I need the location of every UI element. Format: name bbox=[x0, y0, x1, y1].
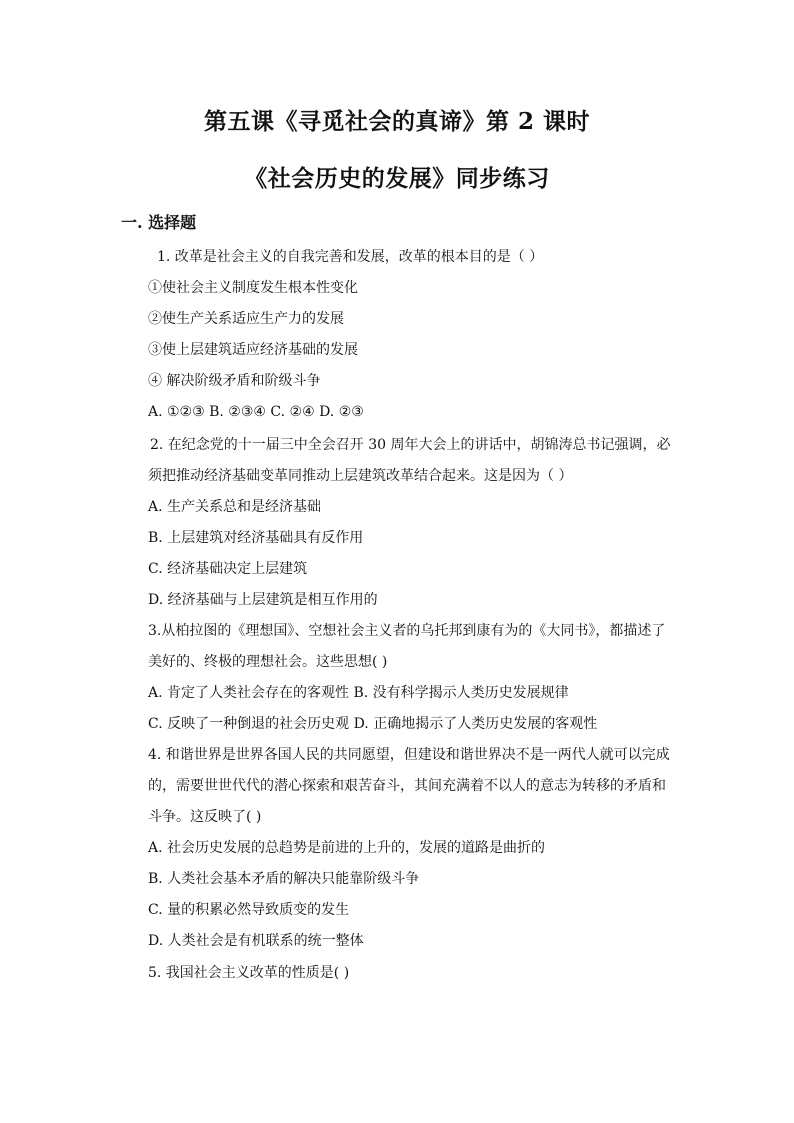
question-4-stem-line-1: 4. 和谐世界是世界各国人民的共同愿望，但建设和谐世界决不是一两代人就可以完成 bbox=[148, 747, 670, 763]
question-4-option-c: C. 量的积累必然导致质变的发生 bbox=[148, 902, 350, 918]
question-2-stem-line-1: 2. 在纪念党的十一届三中全会召开 30 周年大会上的讲话中，胡锦涛总书记强调，必 bbox=[150, 437, 671, 453]
question-2-option-a: A. 生产关系总和是经济基础 bbox=[148, 499, 322, 515]
question-2-option-d: D. 经济基础与上层建筑是相互作用的 bbox=[148, 592, 378, 608]
question-2-option-b: B. 上层建筑对经济基础具有反作用 bbox=[148, 530, 364, 546]
question-4-stem-line-3: 斗争。这反映了( ) bbox=[148, 809, 262, 825]
question-3-stem-line-2: 美好的、终极的理想社会。这些思想( ) bbox=[148, 654, 388, 670]
question-1-statement-3: ③使上层建筑适应经济基础的发展 bbox=[148, 342, 358, 358]
question-3-options-ab: A. 肯定了人类社会存在的客观性 B. 没有科学揭示人类历史发展规律 bbox=[148, 685, 569, 701]
question-2-stem-line-2: 须把推动经济基础变革同推动上层建筑改革结合起来。这是因为（ ） bbox=[148, 468, 573, 484]
question-1-statement-4: ④ 解决阶级矛盾和阶级斗争 bbox=[148, 373, 321, 389]
question-3-stem-line-1: 3.从柏拉图的《理想国》、空想社会主义者的乌托邦到康有为的《大同书》，都描述了 bbox=[148, 623, 666, 639]
document-title-line-2: 《社会历史的发展》同步练习 bbox=[244, 165, 550, 192]
question-2-option-c: C. 经济基础决定上层建筑 bbox=[148, 561, 308, 577]
question-1-statement-1: ①使社会主义制度发生根本性变化 bbox=[148, 280, 358, 296]
question-4-stem-line-2: 的，需要世世代代的潜心探索和艰苦奋斗，其间充满着不以人的意志为转移的矛盾和 bbox=[148, 778, 666, 794]
document-title-line-1: 第五课《寻觅社会的真谛》第 2 课时 bbox=[203, 108, 591, 135]
section-heading: 一. 选择题 bbox=[121, 213, 197, 232]
question-1-statement-2: ②使生产关系适应生产力的发展 bbox=[148, 311, 344, 327]
question-5-stem: 5. 我国社会主义改革的性质是( ) bbox=[148, 965, 350, 981]
question-3-options-cd: C. 反映了一种倒退的社会历史观 D. 正确地揭示了人类历史发展的客观性 bbox=[148, 716, 598, 732]
question-4-option-b: B. 人类社会基本矛盾的解决只能靠阶级斗争 bbox=[148, 871, 420, 887]
question-4-option-d: D. 人类社会是有机联系的统一整体 bbox=[148, 933, 364, 949]
question-1-choices: A. ①②③ B. ②③④ C. ②④ D. ②③ bbox=[148, 404, 364, 420]
question-1-stem: 1. 改革是社会主义的自我完善和发展，改革的根本目的是（ ） bbox=[157, 249, 544, 265]
question-4-option-a: A. 社会历史发展的总趋势是前进的上升的，发展的道路是曲折的 bbox=[148, 840, 546, 856]
